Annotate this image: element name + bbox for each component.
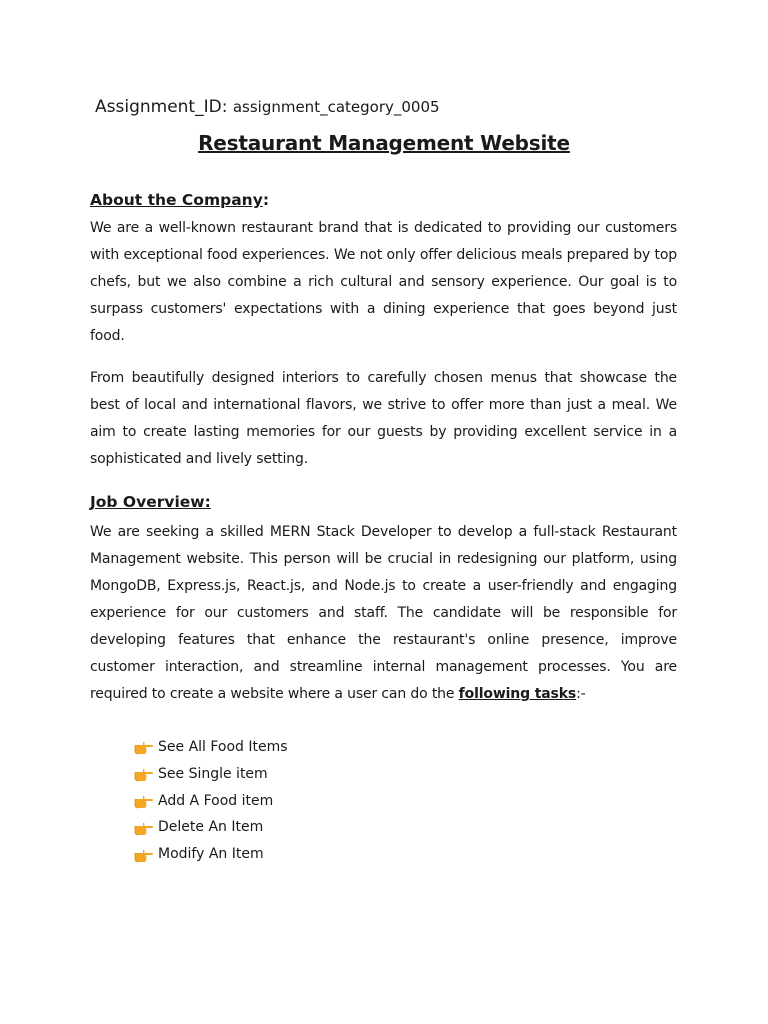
list-item [134,734,288,761]
about-paragraph-1: We are a well-known restaurant brand that is dedicated to providing our customers with exceptional food experiences. We not only offer delicious meals prepared by top chefs, but we also combine a rich cultural and sensory experience. Our goal is to surpass customers' expectations with a dining experience that goes beyond just food. [90,220,677,344]
following-tasks-emphasis: following tasks [458,686,577,702]
pointing-hand-icon [134,847,154,863]
job-heading [90,491,211,513]
task-label: Add A Food item [158,792,274,809]
about-heading [90,189,269,211]
about-heading-colon: : [262,191,270,209]
task-list [134,734,288,868]
task-label: Delete An Item [158,819,264,836]
list-item [134,841,288,868]
job-paragraph-text: We are seeking a skilled MERN Stack Developer to develop a full-stack Restaurant Management website. This person will be crucial in redesigning our platform, using MongoDB, Express.js, React.js, and Node.js to create a user-friendly and engaging experience for our customers and staff. The candidate will be responsible for developing features that enhance the restaurant's online presence, improve customer interaction, and streamline internal management processes. You are required to create a website where a user can do the [90,524,677,702]
about-paragraph-2: From beautifully designed interiors to carefully chosen menus that showcase the best of local and international flavors, we strive to offer more than just a meal. We aim to create lasting memories for our guests by providing excellent service in a sophisticated and lively setting. [90,370,677,467]
list-item [134,761,288,788]
pointing-hand-icon [134,739,154,755]
task-label: Modify An Item [158,846,264,863]
job-heading-text: Job Overview: [90,493,211,511]
task-label: See All Food Items [158,739,288,755]
pointing-hand-icon [134,820,154,836]
document-title: Restaurant Management Website [198,131,570,155]
task-label: See Single item [158,765,268,782]
assignment-id-value: assignment_category_0005 [232,98,440,116]
assignment-id-label: Assignment_ID: [95,97,233,117]
pointing-hand-icon [134,793,154,809]
about-heading-text: About the Company [90,191,263,209]
pointing-hand-icon [134,766,154,782]
list-item [134,814,288,841]
assignment-id-line [95,96,440,118]
job-paragraph [90,519,677,708]
list-item [134,788,288,815]
job-paragraph-tail: :- [576,686,586,702]
